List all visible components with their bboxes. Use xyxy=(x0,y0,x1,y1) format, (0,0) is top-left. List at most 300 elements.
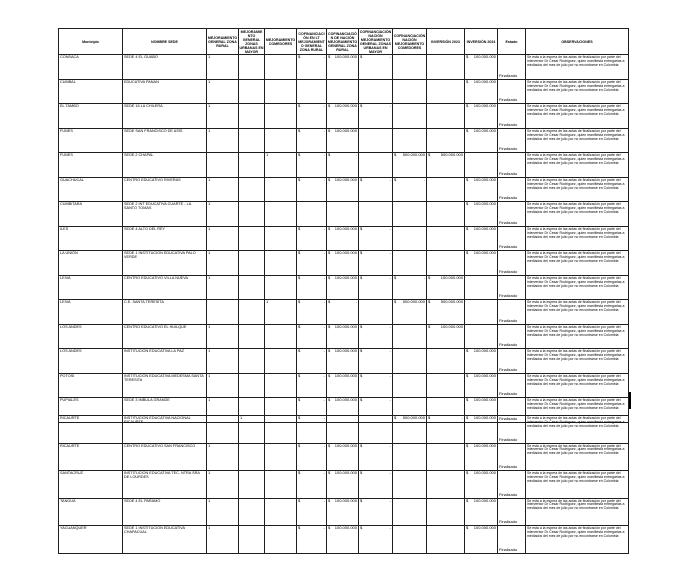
cell-mej_urbanas xyxy=(239,55,265,80)
currency-symbol: $ xyxy=(328,324,331,329)
amount: - xyxy=(389,348,391,354)
col-header-mej_comedores: MEJORAMIENTO COMEDORES xyxy=(265,29,297,55)
cell-inv_2024 xyxy=(465,104,498,129)
cell-estado: Finalizado xyxy=(498,153,526,178)
cell-cofin_urbanas xyxy=(359,202,393,227)
cell-mej_urbanas xyxy=(239,177,265,202)
amount: 100.000.000 xyxy=(334,250,357,256)
cell-mej_urbanas xyxy=(239,104,265,129)
cell-cofin_urbanas xyxy=(359,226,393,251)
cell-cofin_comedores xyxy=(393,79,427,104)
cell-inv_2024 xyxy=(465,416,498,444)
amount: 500.000.000 xyxy=(402,299,425,305)
currency-symbol: $ xyxy=(328,152,331,158)
amount: 100.000.000 xyxy=(334,443,357,448)
cell-cofin_comedores xyxy=(393,498,427,526)
money-value xyxy=(466,416,496,420)
cell-nombre_sede: SEDE SAN FRANCISCO DE ASIS xyxy=(123,128,207,153)
currency-symbol: $ xyxy=(298,128,301,133)
cell-municipio: EL TAMBO xyxy=(59,104,123,129)
cell-nombre_sede: CENTRO EDUCATIVO RIVERAS xyxy=(123,177,207,202)
cell-municipio: LEIVA xyxy=(59,300,123,325)
cell-cofin_nacion xyxy=(327,177,359,202)
currency-symbol: $ xyxy=(466,498,469,503)
money-value xyxy=(466,104,496,108)
col-header-mej_urbanas: MEJORAMIENTO GENERAL ZONAS URBANAS EN MAYOR xyxy=(239,29,264,54)
cell-cofin_nacion xyxy=(327,498,359,526)
amount: 100.000.000 xyxy=(334,275,357,280)
amount: 500.000.000 xyxy=(402,152,425,158)
amount: 100.000.000 xyxy=(334,177,357,182)
currency-symbol: $ xyxy=(428,299,431,305)
currency-symbol: $ xyxy=(328,397,331,403)
amount: 100.000.000 xyxy=(334,373,357,378)
amount: - xyxy=(323,397,325,403)
cell-cofin_comedores xyxy=(393,202,427,227)
amount: 100.000.000 xyxy=(473,525,496,530)
cell-estado: Finalizado xyxy=(498,471,526,499)
money-value xyxy=(466,349,496,353)
cell-nombre_sede: INSTITUCION EDUCATIVA MEDESMA SANTA TERESITA xyxy=(123,373,207,398)
amount: 100.000.000 xyxy=(440,275,463,280)
cell-cofin_nacion xyxy=(327,55,359,80)
money-value xyxy=(466,398,496,402)
currency-symbol: $ xyxy=(298,324,301,329)
currency-symbol: $ xyxy=(298,415,301,420)
money-value xyxy=(328,251,357,255)
money-value xyxy=(328,349,357,353)
currency-symbol: $ xyxy=(298,299,301,305)
cell-observaciones: Se esta a la espera de las actas de finalización por parte del interventor Dr Cesar Rodríguez, quien manifiesta entregarlas a mediados del mes de julio por no encontrarse en Colombia xyxy=(526,300,629,325)
currency-symbol: $ xyxy=(298,348,301,354)
cell-municipio: LOS ANDES xyxy=(59,349,123,374)
cell-cofin_urbanas xyxy=(359,251,393,276)
table-row xyxy=(59,202,629,227)
cell-mej_rural: 1 xyxy=(207,471,239,499)
money-value xyxy=(328,374,357,378)
cell-inv_2023 xyxy=(427,300,465,325)
cell-municipio: CUMBITARA xyxy=(59,202,123,227)
col-header-cofin_nacion: COFINANCIACIÓN DE NACIÓN MEJORAMIENTO GENERAL ZONA RURAL xyxy=(327,29,359,55)
money-value xyxy=(328,227,357,231)
currency-symbol: $ xyxy=(360,177,363,182)
amount: - xyxy=(323,525,325,530)
money-value xyxy=(360,444,391,448)
currency-symbol: $ xyxy=(298,152,301,158)
cell-cofin_urbanas xyxy=(359,128,393,153)
cell-cofin_comedores xyxy=(393,471,427,499)
cell-inv_2023 xyxy=(427,202,465,227)
cell-inv_2023 xyxy=(427,177,465,202)
amount: - xyxy=(389,54,391,60)
money-value xyxy=(298,129,325,133)
money-value xyxy=(298,416,325,420)
cell-cofin_urbanas xyxy=(359,471,393,499)
cell-municipio: CUMBAL xyxy=(59,79,123,104)
cell-observaciones: Se esta a la espera de las actas de finalización por parte del interventor Dr Cesar Rodríguez, quien manifiesta entregarlas a mediados del mes de julio por no encontrarse en Colombia xyxy=(526,104,629,129)
amount: - xyxy=(389,250,391,256)
money-value xyxy=(466,55,496,59)
cell-estado: Finalizado xyxy=(498,177,526,202)
cell-nombre_sede: SEDE 16 LA CHILERA xyxy=(123,104,207,129)
currency-symbol: $ xyxy=(360,443,363,448)
currency-symbol: $ xyxy=(360,525,363,530)
money-value xyxy=(466,526,496,530)
amount: - xyxy=(323,226,325,231)
table-row xyxy=(59,251,629,276)
cell-mej_urbanas xyxy=(239,226,265,251)
amount: - xyxy=(323,324,325,329)
money-value xyxy=(466,499,496,503)
amount: 100.000.000 xyxy=(334,103,357,109)
cell-observaciones: Se esta a la espera de las actas de finalización por parte del interventor Dr Cesar Rodríguez, quien manifiesta entregarlas a mediados del mes de julio por no encontrarse en Colombia xyxy=(526,275,629,300)
cell-nombre_sede: C.E. SANTA TERESITA xyxy=(123,300,207,325)
money-value xyxy=(298,104,325,108)
currency-symbol: $ xyxy=(466,348,469,354)
report-table-main xyxy=(58,28,629,423)
cell-mej_urbanas xyxy=(239,79,265,104)
table-row xyxy=(59,300,629,325)
cell-estado: Finalizado xyxy=(498,251,526,276)
cell-cofin_lt xyxy=(297,226,327,251)
table-row xyxy=(59,128,629,153)
cell-cofin_lt xyxy=(297,443,327,471)
amount: - xyxy=(323,128,325,133)
cell-municipio: RICAURTE xyxy=(59,443,123,471)
money-value xyxy=(394,153,425,157)
currency-symbol: $ xyxy=(428,152,431,158)
cell-mej_comedores xyxy=(265,526,297,554)
money-value xyxy=(328,153,357,157)
cell-mej_comedores xyxy=(265,373,297,398)
money-value xyxy=(298,398,325,402)
cell-cofin_urbanas xyxy=(359,416,393,444)
cell-cofin_comedores xyxy=(393,226,427,251)
cell-cofin_nacion xyxy=(327,128,359,153)
cell-mej_rural: 1 xyxy=(207,398,239,423)
cell-cofin_nacion xyxy=(327,202,359,227)
cell-estado: Finalizado xyxy=(498,416,526,444)
cell-cofin_lt xyxy=(297,251,327,276)
cell-mej_rural: 1 xyxy=(207,79,239,104)
cell-mej_comedores xyxy=(265,55,297,80)
cell-cofin_comedores xyxy=(393,251,427,276)
amount: 100.000.000 xyxy=(334,525,357,530)
money-value xyxy=(466,178,496,182)
cell-cofin_nacion xyxy=(327,104,359,129)
cell-estado: Finalizado xyxy=(498,202,526,227)
cell-mej_rural: 1 xyxy=(207,104,239,129)
cell-mej_comedores xyxy=(265,226,297,251)
currency-symbol: $ xyxy=(360,250,363,256)
currency-symbol: $ xyxy=(360,373,363,378)
currency-symbol: $ xyxy=(466,54,469,60)
cell-cofin_urbanas xyxy=(359,177,393,202)
cell-mej_urbanas xyxy=(239,324,265,349)
cell-mej_rural: 1 xyxy=(207,498,239,526)
cell-inv_2023 xyxy=(427,275,465,300)
money-value xyxy=(298,374,325,378)
cell-cofin_urbanas xyxy=(359,324,393,349)
cell-observaciones: Se esta a la espera de las actas de finalización por parte del interventor Dr Cesar Rodríguez, quien manifiesta entregarlas a mediados del mes de julio por no encontrarse en Colombia xyxy=(526,153,629,178)
cell-cofin_urbanas xyxy=(359,104,393,129)
money-value xyxy=(360,471,391,475)
cell-mej_urbanas: 1 xyxy=(239,416,265,444)
money-value xyxy=(466,202,496,206)
cell-inv_2023 xyxy=(427,526,465,554)
cell-cofin_urbanas xyxy=(359,275,393,300)
cell-observaciones: Se esta a la espera de las actas de finalización por parte del interventor Dr Cesar Rodríguez, quien manifiesta entregarlas a mediados del mes de julio por no encontrarse en Colombia xyxy=(526,202,629,227)
cell-cofin_nacion xyxy=(327,153,359,178)
cell-cofin_lt xyxy=(297,202,327,227)
cell-estado: Finalizado xyxy=(498,349,526,374)
amount: 100.000.000 xyxy=(473,54,496,60)
cell-mej_urbanas xyxy=(239,526,265,554)
amount: - xyxy=(323,103,325,109)
amount: - xyxy=(323,152,325,158)
cell-inv_2023 xyxy=(427,443,465,471)
cell-municipio: FUNES xyxy=(59,128,123,153)
currency-symbol: $ xyxy=(466,79,469,84)
money-value xyxy=(360,499,391,503)
cell-cofin_lt xyxy=(297,324,327,349)
money-value xyxy=(428,153,463,157)
amount: 100.000.000 xyxy=(473,128,496,133)
cell-inv_2023 xyxy=(427,471,465,499)
cell-cofin_comedores xyxy=(393,416,427,444)
cell-cofin_nacion xyxy=(327,324,359,349)
cell-cofin_urbanas xyxy=(359,443,393,471)
money-value xyxy=(298,444,325,448)
currency-symbol: $ xyxy=(466,373,469,378)
money-value xyxy=(298,178,325,182)
money-value xyxy=(394,276,425,280)
money-value xyxy=(328,300,357,304)
cell-inv_2024 xyxy=(465,79,498,104)
money-value xyxy=(328,499,357,503)
cell-inv_2024 xyxy=(465,128,498,153)
col-header-municipio: Municipio xyxy=(59,29,123,55)
cell-mej_comedores xyxy=(265,177,297,202)
money-value xyxy=(466,227,496,231)
cell-estado: Finalizado xyxy=(498,226,526,251)
money-value xyxy=(328,55,357,59)
currency-symbol: $ xyxy=(466,525,469,530)
cell-nombre_sede: SEDE 2 CHAPAL xyxy=(123,153,207,178)
cell-inv_2023 xyxy=(427,153,465,178)
table-row xyxy=(59,104,629,129)
currency-symbol: $ xyxy=(298,397,301,403)
table-row xyxy=(59,226,629,251)
table-row xyxy=(59,324,629,349)
cell-inv_2024 xyxy=(465,275,498,300)
currency-symbol: $ xyxy=(466,443,469,448)
money-value xyxy=(360,178,391,182)
amount: - xyxy=(323,373,325,378)
currency-symbol: $ xyxy=(328,177,331,182)
amount: - xyxy=(355,299,357,305)
money-value xyxy=(466,444,496,448)
cell-nombre_sede: SEDE 3 IMBULA GRANDE xyxy=(123,398,207,423)
cell-observaciones: Se esta a la espera de las actas de finalización por parte del interventor Dr Cesar Rodríguez, quien manifiesta entregarlas a mediados del mes de julio por no encontrarse en Colombia xyxy=(526,177,629,202)
cell-mej_comedores xyxy=(265,443,297,471)
money-value xyxy=(298,153,325,157)
cell-mej_rural xyxy=(207,416,239,444)
amount: 100.000.000 xyxy=(473,201,496,207)
cell-municipio: ILES xyxy=(59,226,123,251)
report-table-continuation xyxy=(58,415,629,554)
currency-symbol: $ xyxy=(360,397,363,403)
cell-cofin_lt xyxy=(297,526,327,554)
cell-mej_comedores xyxy=(265,275,297,300)
amount: 100.000.000 xyxy=(473,226,496,231)
cell-mej_urbanas xyxy=(239,300,265,325)
col-header-cofin_comedores: COFINANCIACIÓN NACIÓN MEJORAMIENTO COMEDORES xyxy=(393,29,427,55)
cell-mej_comedores xyxy=(265,202,297,227)
cell-mej_urbanas xyxy=(239,128,265,153)
cell-inv_2023 xyxy=(427,226,465,251)
cell-mej_urbanas xyxy=(239,275,265,300)
amount: - xyxy=(389,397,391,403)
header-row xyxy=(59,29,629,55)
currency-symbol: $ xyxy=(360,348,363,354)
currency-symbol: $ xyxy=(298,373,301,378)
money-value xyxy=(328,129,357,133)
amount: 100.000.000 xyxy=(473,373,496,378)
cell-inv_2024 xyxy=(465,55,498,80)
cell-cofin_nacion xyxy=(327,226,359,251)
cell-cofin_nacion xyxy=(327,443,359,471)
cell-municipio: YACUANQUER xyxy=(59,526,123,554)
cell-inv_2024 xyxy=(465,443,498,471)
cell-municipio: CONSACA xyxy=(59,55,123,80)
amount: 100.000.000 xyxy=(440,324,463,329)
cell-mej_comedores: 1 xyxy=(265,153,297,178)
amount: - xyxy=(323,498,325,503)
cell-municipio: FUNES xyxy=(59,153,123,178)
cell-cofin_lt xyxy=(297,177,327,202)
cell-mej_rural: 1 xyxy=(207,349,239,374)
cell-mej_comedores xyxy=(265,324,297,349)
currency-symbol: $ xyxy=(298,177,301,182)
money-value xyxy=(360,104,391,108)
cell-cofin_lt xyxy=(297,128,327,153)
cell-nombre_sede: INSTITUCION EDUCATIVA LA PAZ xyxy=(123,349,207,374)
cell-mej_urbanas xyxy=(239,251,265,276)
cell-inv_2024 xyxy=(465,349,498,374)
cell-cofin_lt xyxy=(297,373,327,398)
cell-cofin_comedores xyxy=(393,177,427,202)
currency-symbol: $ xyxy=(466,128,469,133)
amount: - xyxy=(389,498,391,503)
money-value xyxy=(298,276,325,280)
currency-symbol: $ xyxy=(428,324,431,329)
cell-inv_2023 xyxy=(427,324,465,349)
amount: 100.000.000 xyxy=(334,324,357,329)
currency-symbol: $ xyxy=(428,275,431,280)
currency-symbol: $ xyxy=(394,275,397,280)
cell-estado: Finalizado xyxy=(498,128,526,153)
money-value xyxy=(360,227,391,231)
cell-mej_urbanas xyxy=(239,498,265,526)
cell-observaciones: Se esta a la espera de las actas de finalización por parte del interventor Dr Cesar Rodríguez, quien manifiesta entregarlas a mediados del mes de julio por no encontrarse en Colombia xyxy=(526,226,629,251)
cell-inv_2024 xyxy=(465,177,498,202)
cell-cofin_urbanas xyxy=(359,153,393,178)
cell-cofin_lt xyxy=(297,275,327,300)
cell-inv_2024 xyxy=(465,498,498,526)
cell-mej_comedores xyxy=(265,128,297,153)
cell-nombre_sede: SEDE 1 INSTITUCION EDUCATIVA PALO VERDE xyxy=(123,251,207,276)
cell-municipio: TANGUA xyxy=(59,498,123,526)
cell-cofin_comedores xyxy=(393,104,427,129)
cell-cofin_lt xyxy=(297,349,327,374)
cell-inv_2024 xyxy=(465,526,498,554)
amount: - xyxy=(389,324,391,329)
table-row xyxy=(59,275,629,300)
currency-symbol: $ xyxy=(328,299,331,305)
money-value xyxy=(360,398,391,402)
amount: - xyxy=(461,415,463,420)
cell-nombre_sede: SEDE 1 INSTITUCION EDUCATIVA CHAPACUAL xyxy=(123,526,207,554)
money-value xyxy=(394,416,425,420)
money-value xyxy=(360,349,391,353)
cell-municipio: LOS ANDES xyxy=(59,324,123,349)
money-value xyxy=(328,471,357,475)
cell-inv_2023 xyxy=(427,128,465,153)
cell-municipio: SANTACRUZ xyxy=(59,471,123,499)
cell-inv_2024 xyxy=(465,226,498,251)
money-value xyxy=(298,55,325,59)
money-value xyxy=(298,227,325,231)
cell-mej_comedores xyxy=(265,104,297,129)
amount: - xyxy=(323,299,325,305)
currency-symbol: $ xyxy=(328,443,331,448)
table-row xyxy=(59,177,629,202)
amount: - xyxy=(389,226,391,231)
currency-symbol: $ xyxy=(394,177,397,182)
cell-mej_comedores xyxy=(265,498,297,526)
cell-mej_comedores xyxy=(265,416,297,444)
currency-symbol: $ xyxy=(328,373,331,378)
money-value xyxy=(394,178,425,182)
cell-observaciones: Se esta a la espera de las actas de finalización por parte del interventor Dr Cesar Rodríguez, quien manifiesta entregarlas a mediados del mes de julio por no encontrarse en Colombia xyxy=(526,416,629,444)
cell-inv_2023 xyxy=(427,373,465,398)
cell-nombre_sede: SEDE 4 ALTO DEL REY xyxy=(123,226,207,251)
table-row xyxy=(59,373,629,398)
cell-inv_2024 xyxy=(465,471,498,499)
cell-mej_rural: 1 xyxy=(207,526,239,554)
cell-mej_rural: 1 xyxy=(207,275,239,300)
money-value xyxy=(298,526,325,530)
cell-cofin_urbanas xyxy=(359,526,393,554)
cell-nombre_sede: CENTRO EDUCATIVO SAN FRANCISCO xyxy=(123,443,207,471)
currency-symbol: $ xyxy=(466,470,469,475)
col-header-cofin_urbanas: COFINANCIACIÓN NACIÓN MEJORAMIENTO GENERAL ZONAS URBANAS EN MAYOR xyxy=(359,29,392,54)
money-value xyxy=(466,80,496,84)
cell-mej_comedores xyxy=(265,349,297,374)
money-value xyxy=(360,325,391,329)
cell-cofin_lt xyxy=(297,416,327,444)
currency-symbol: $ xyxy=(328,525,331,530)
amount: - xyxy=(389,525,391,530)
cell-estado: Finalizado xyxy=(498,526,526,554)
cell-observaciones: Se esta a la espera de las actas de finalización por parte del interventor Dr Cesar Rodríguez, quien manifiesta entregarlas a mediados del mes de julio por no encontrarse en Colombia xyxy=(526,398,629,423)
col-header-cofin_lt: COFINANCIACIÓN EN LT MEJORAMIENTO GENERAL ZONA RURAL xyxy=(297,29,327,55)
money-value xyxy=(360,276,391,280)
money-value xyxy=(428,276,463,280)
cell-cofin_lt xyxy=(297,79,327,104)
money-value xyxy=(328,444,357,448)
